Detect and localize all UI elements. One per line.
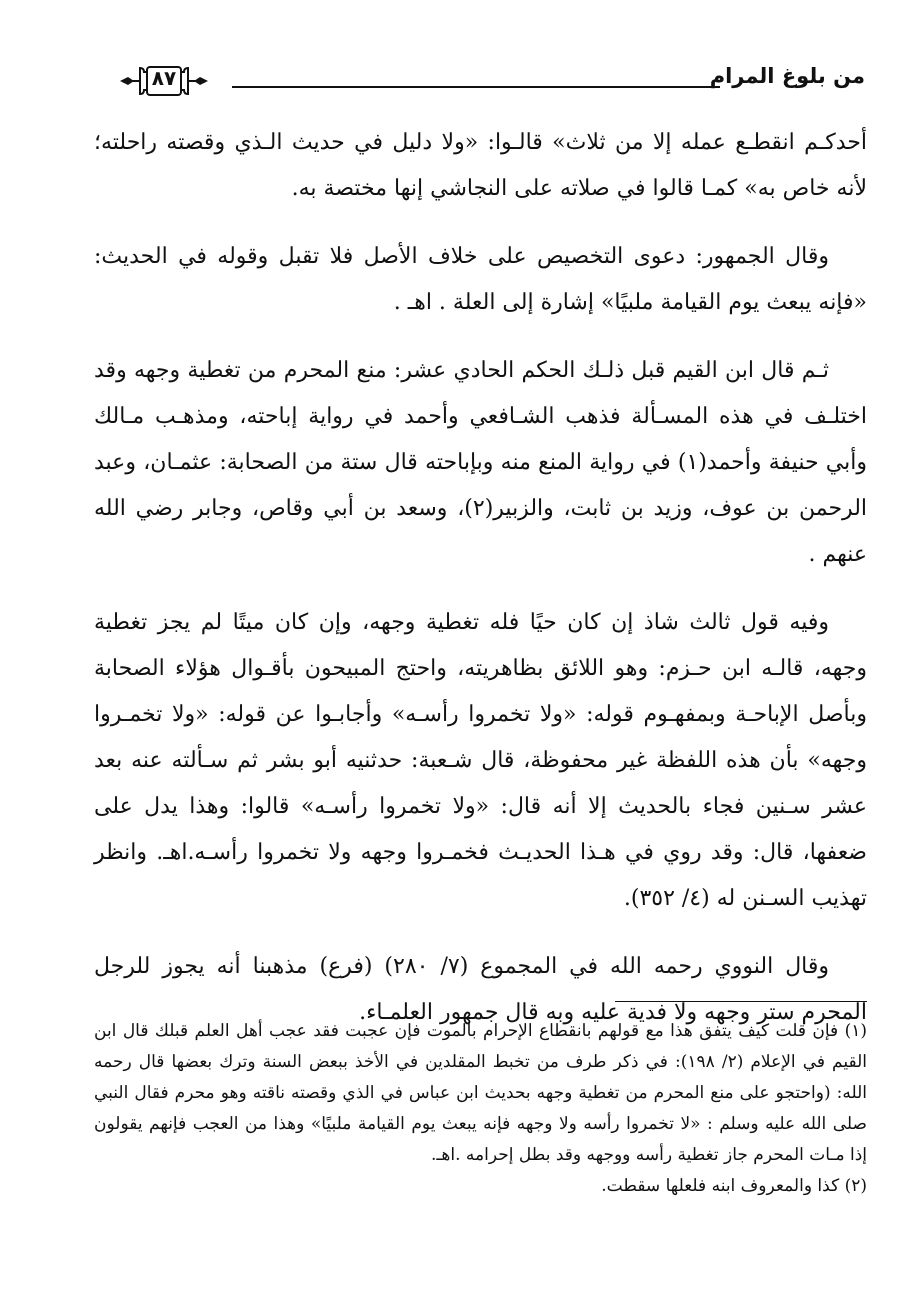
page-header <box>92 62 865 102</box>
page-number-ornament <box>120 64 208 98</box>
paragraph-2: وقال الجمهور: دعوى التخصيص على خلاف الأصل فلا تقبل وقوله في الحديث: «فإنه يبعث يوم القيامة ملبيًا» إشارة إلى العلة . اهـ . <box>94 244 867 315</box>
page-number: ٨٧ <box>151 66 177 90</box>
paragraph-5: وقال النووي رحمه الله في المجموع (٧/ ٢٨٠) (فرع) مذهبنا أنه يجوز للرجل المحرم ستر وجهه ولا فدية عليه وبه قال جمهور العلمـاء. <box>94 954 867 1025</box>
paragraph-4: وفيه قول ثالث شاذ إن كان حيًا فله تغطية وجهه، وإن كان ميتًا لم يجز تغطية وجهه، قالـه ابن حـزم: وهو اللائق بظاهريته، واحتج المبيحون بأقـوال هؤلاء الصحابة وبأصل الإباحـة وبمفهـوم قوله: «ولا تخمروا رأسـه» وأجابـوا عن قوله: «ولا تخمـروا وجهه» بأن هذه اللفظة غير محفوظة، قال شـعبة: حدثنيه أبو بشر ثم سـألته عنه بعد عشر سـنين فجاء بالحديث إلا أنه قال: «ولا تخمروا رأسـه» قالوا: وهذا يدل على ضعفها، قال: وقد روي في هـذا الحديـث فخمـروا وجهه ولا تخمروا رأسـه.اهـ. وانظر تهذيب السـنن له (٤/ ٣٥٢). <box>94 610 867 911</box>
main-text <box>94 120 867 1036</box>
paragraph-1: أحدكـم انقطـع عمله إلا من ثلاث» قالـوا: «ولا دليل في حديث الـذي وقصته راحلته؛ لأنه خاص به» كمـا قالوا في صلاته على النجاشي إنها مختصة به. <box>94 130 867 201</box>
footnote-2: (٢) كذا والمعروف ابنه فلعلها سقطت. <box>601 1176 867 1196</box>
book-title: من بلوغ المرام <box>709 64 865 88</box>
footnotes <box>94 1001 867 1202</box>
footnote-1: (١) فإن قلت كيف يتفق هذا مع قولهم بانقطاع الإحرام بالموت فإن عجبت فقد عجب أهل العلم قبلك قال ابن القيم في الإعلام (٢/ ١٩٨): في ذكر طرف من تخبط المقلدين في الأخذ ببعض السنة وترك بعضها قال رحمه الله: (واحتجو على منع المحرم من تغطية وجهه بحديث ابن عباس في الذي وقصته ناقته وهو محرم فقال النبي صلى الله عليه وسلم : «لا تخمروا رأسه ولا وجهه فإنه يبعث يوم القيامة ملبيًا» وهذا من العجب فإنهم يقولون إذا مـات المحرم جاز تغطية رأسه ووجهه وقد بطل إحرامه .اهـ. <box>94 1021 867 1165</box>
paragraph-3: ثـم قال ابن القيم قبل ذلـك الحكم الحادي عشر: منع المحرم من تغطية وجهه وقد اختلـف في هذه المسـألة فذهب الشـافعي وأحمد في رواية إباحته، ومذهـب مـالك وأبي حنيفة وأحمد(١) في رواية المنع منه وبإباحته قال ستة من الصحابة: عثمـان، وعبد الرحمن بن عوف، وزيد بن ثابت، والزبير(٢)، وسعد بن أبي وقاص، وجابر رضي الله عنهم . <box>94 358 868 567</box>
header-rule <box>232 86 720 88</box>
footnote-divider <box>615 1001 867 1002</box>
